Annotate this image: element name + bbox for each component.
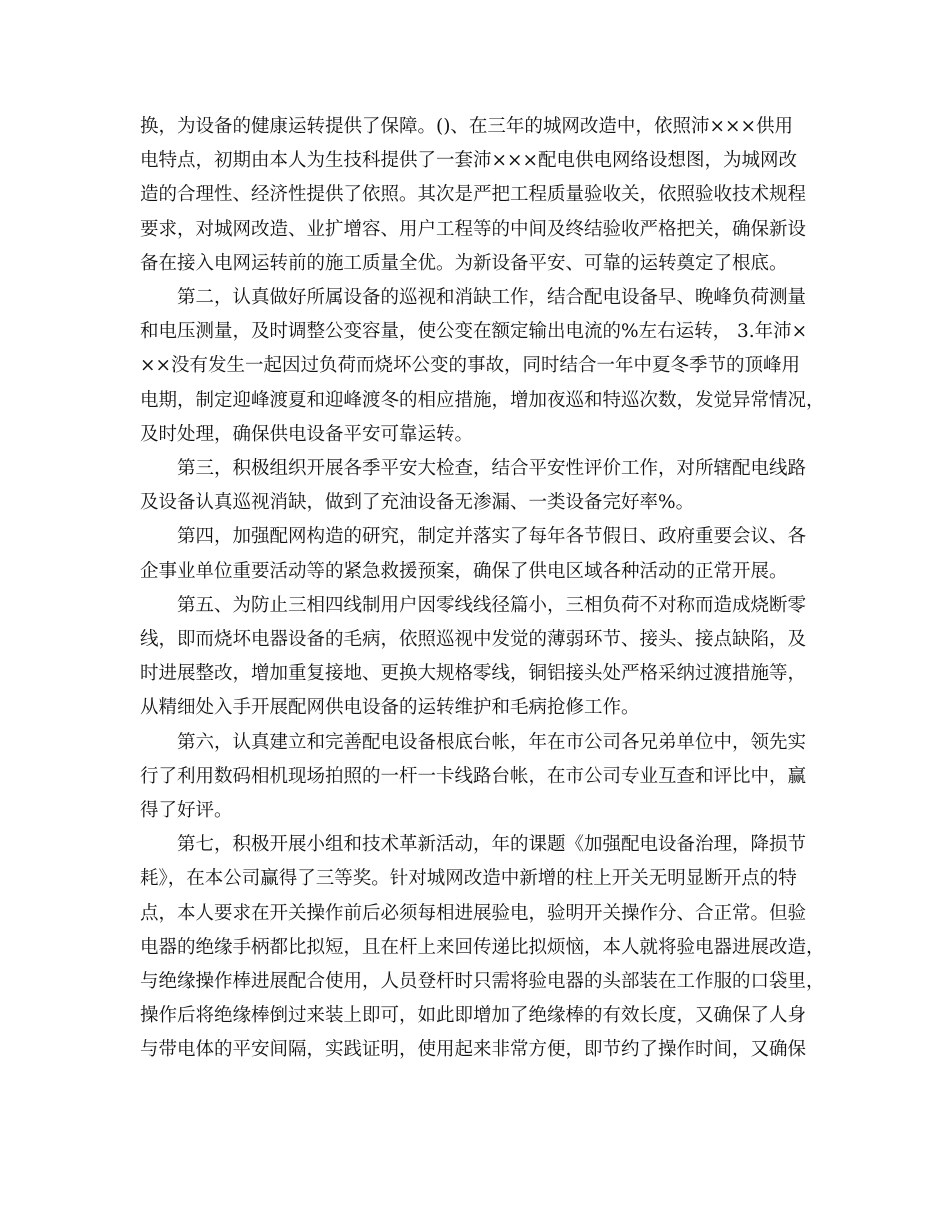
paragraph-fifth <box>140 589 830 726</box>
paragraph-continuation <box>140 110 830 281</box>
text-line: 电特点，初期由本人为生技科提供了一套沛×××配电供电网络设想图，为城网改 <box>140 150 798 172</box>
text-line: 第六，认真建立和完善配电设备根底台帐，年在市公司各兄弟单位中，领先实 <box>177 731 807 753</box>
text-line: 第三，积极组织开展各季平安大检查，结合平安性评价工作，对所辖配电线路 <box>177 458 807 480</box>
text-line: 得了好评。 <box>140 800 233 822</box>
text-line: 备在接入电网运转前的施工质量全优。为新设备平安、可靠的运转奠定了根底。 <box>140 252 788 274</box>
paragraph-second <box>140 281 830 452</box>
text-line: 和电压测量，及时调整公变容量，使公变在额定输出电流的%左右运转， 3.年沛× <box>140 321 808 343</box>
text-line: 及设备认真巡视消缺，做到了充油设备无渗漏、一类设备完好率%。 <box>140 492 695 514</box>
text-line: 时进展整改，增加重复接地、更换大规格零线，铜铝接头处严格采纳过渡措施等， <box>140 663 807 685</box>
text-line: 与绝缘操作棒进展配合使用，人员登杆时只需将验电器的头部装在工作服的口袋里， <box>140 971 825 993</box>
text-line: 造的合理性、经济性提供了依照。其次是严把工程质量验收关，依照验收技术规程 <box>140 184 807 206</box>
paragraph-seventh <box>140 828 830 1067</box>
text-line: 及时处理，确保供电设备平安可靠运转。 <box>140 423 474 445</box>
paragraph-third <box>140 452 830 520</box>
text-line: ××没有发生一起因过负荷而烧坏公变的事故，同时结合一年中夏冬季节的顶峰用 <box>140 355 801 377</box>
text-line: 电期，制定迎峰渡夏和迎峰渡冬的相应措施，增加夜巡和特巡次数，发觉异常情况， <box>140 389 825 411</box>
paragraph-sixth <box>140 726 830 829</box>
document-body <box>140 110 830 1068</box>
text-line: 与带电体的平安间隔，实践证明，使用起来非常方便，即节约了操作时间，又确保 <box>140 1039 807 1061</box>
paragraph-fourth <box>140 520 830 588</box>
text-line: 要求，对城网改造、业扩增容、用户工程等的中间及终结验收严格把关，确保新设 <box>140 218 807 240</box>
text-line: 第五、为防止三相四线制用户因零线线径篇小，三相负荷不对称而造成烧断零 <box>177 594 807 616</box>
text-line: 线，即而烧坏电器设备的毛病，依照巡视中发觉的薄弱环节、接头、接点缺陷，及 <box>140 629 807 651</box>
text-line: 从精细处入手开展配网供电设备的运转维护和毛病抢修工作。 <box>140 697 640 719</box>
text-line: 点，本人要求在开关操作前后必须每相进展验电，验明开关操作分、合正常。但验 <box>140 902 807 924</box>
text-line: 耗》，在本公司赢得了三等奖。针对城网改造中新增的柱上开关无明显断开点的特 <box>140 868 797 890</box>
text-line: 操作后将绝缘棒倒过来装上即可，如此即增加了绝缘棒的有效长度，又确保了人身 <box>140 1005 807 1027</box>
text-line: 企事业单位重要活动等的紧急救援预案，确保了供电区域各种活动的正常开展。 <box>140 560 788 582</box>
text-line: 第二，认真做好所属设备的巡视和消缺工作，结合配电设备早、晚峰负荷测量 <box>177 287 807 309</box>
text-line: 第四，加强配网构造的研究，制定并落实了每年各节假日、政府重要会议、各 <box>177 526 807 548</box>
text-line: 电器的绝缘手柄都比拟短，且在杆上来回传递比拟烦恼，本人就将验电器进展改造， <box>140 936 825 958</box>
text-line: 换，为设备的健康运转提供了保障。()、在三年的城网改造中，依照沛×××供用 <box>140 116 793 137</box>
text-line: 行了利用数码相机现场拍照的一杆一卡线路台帐，在市公司专业互查和评比中，赢 <box>140 765 807 787</box>
text-line: 第七，积极开展小组和技术革新活动，年的课题《加强配电设备治理，降损节 <box>177 834 807 856</box>
